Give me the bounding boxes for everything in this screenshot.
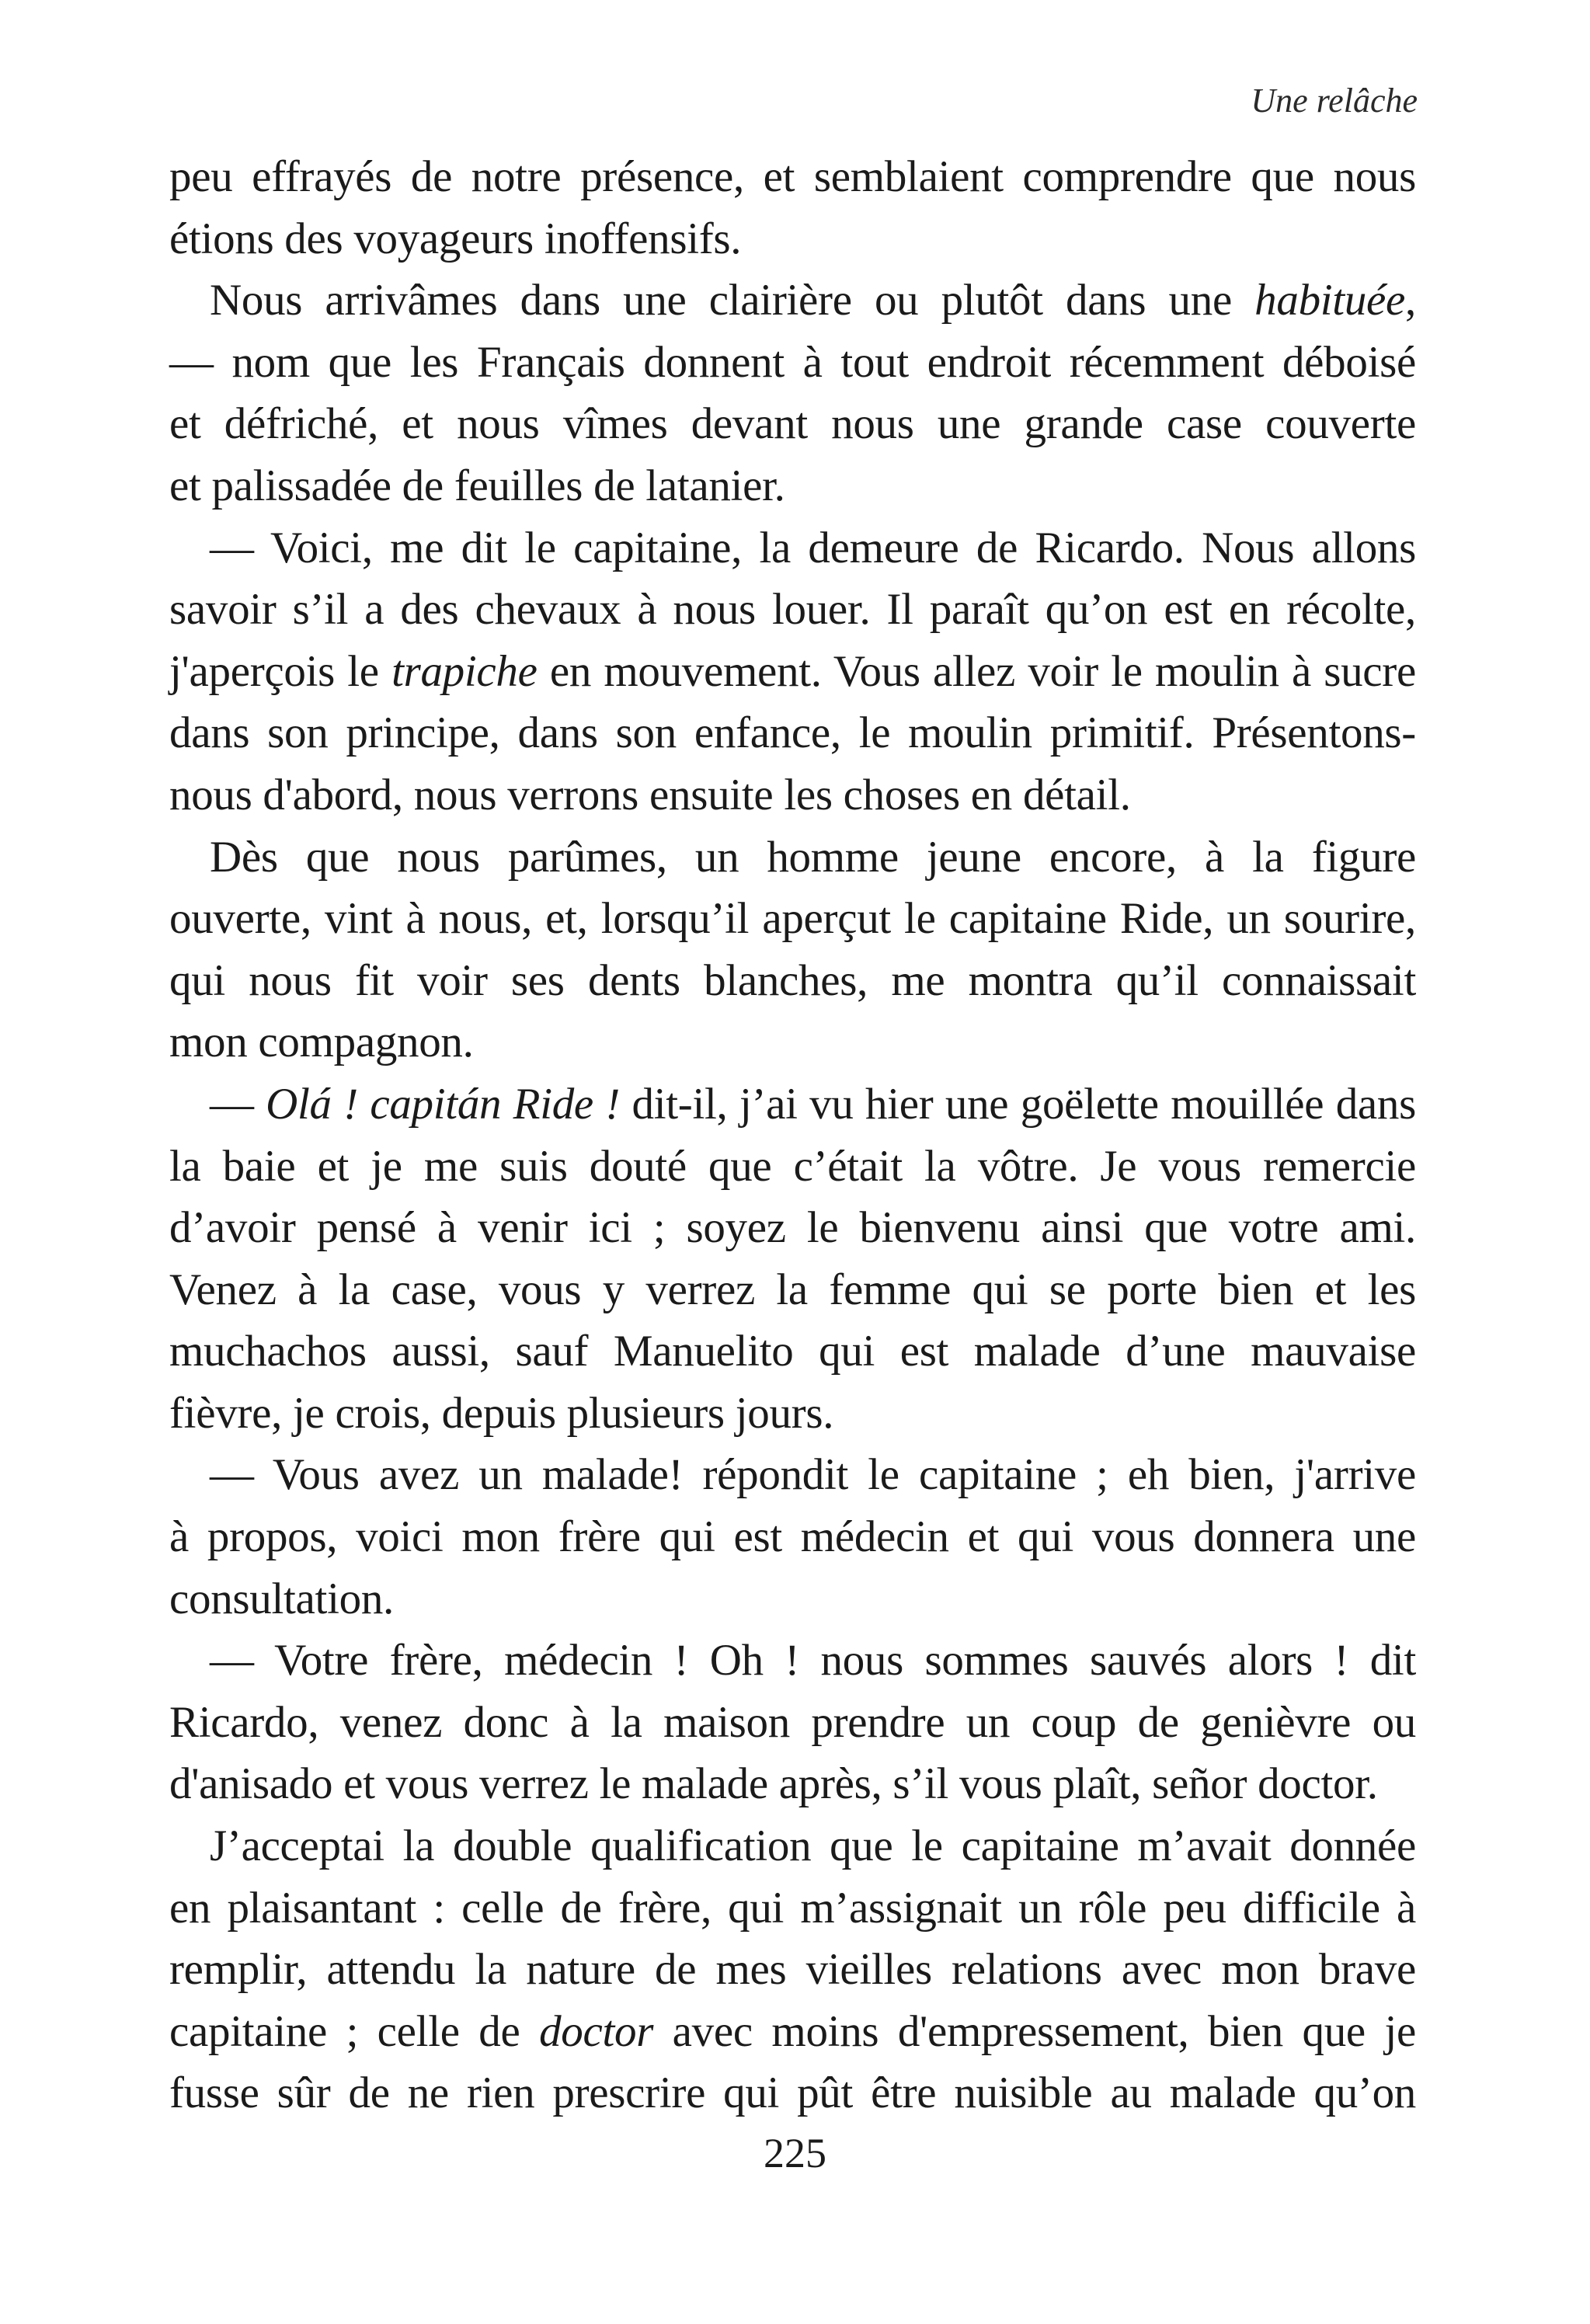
text-segment: remplir, attendu la nature de mes vieilles relations avec mon brave	[169, 1945, 1416, 1995]
text-segment: Ricardo, venez donc à la maison prendre un coup de genièvre ou	[169, 1697, 1416, 1747]
text-segment: en plaisantant : celle de frère, qui m’assignait un rôle peu difficile à	[169, 1883, 1416, 1933]
text-segment: dit-il, j’ai vu hier une goëlette mouillée dans	[620, 1079, 1416, 1129]
body-text	[169, 146, 1416, 2124]
text-segment: — Voici, me dit le capitaine, la demeure de Ricardo. Nous allons	[210, 523, 1416, 572]
text-line	[169, 1320, 1416, 1383]
text-line	[169, 1630, 1416, 1692]
text-line	[169, 208, 1416, 270]
text-line	[169, 1692, 1416, 1754]
text-line	[169, 1444, 1416, 1506]
text-line	[169, 1136, 1416, 1198]
text-segment: d’avoir pensé à venir ici ; soyez le bienvenu ainsi que votre ami.	[169, 1203, 1416, 1253]
text-segment: à propos, voici mon frère qui est médecin et qui vous donnera une	[169, 1512, 1416, 1562]
text-line	[169, 888, 1416, 950]
italic-text: habituée	[1254, 276, 1406, 325]
text-line	[169, 270, 1416, 332]
text-line	[169, 826, 1416, 889]
text-line	[169, 2062, 1416, 2124]
text-segment: d'anisado et vous verrez le malade après, s’il vous plaît, señor doctor.	[169, 1759, 1378, 1809]
text-line	[169, 1939, 1416, 2001]
text-line	[169, 2001, 1416, 2063]
text-segment: — Vous avez un malade! répondit le capitaine ; eh bien, j'arrive	[210, 1450, 1416, 1500]
text-line	[169, 1568, 1416, 1630]
text-segment: Venez à la case, vous y verrez la femme qui se porte bien et les	[169, 1265, 1416, 1314]
running-head: Une relâche	[1251, 82, 1418, 120]
text-line	[169, 1073, 1416, 1136]
text-line	[169, 146, 1416, 208]
italic-text: Olá ! capitán Ride !	[266, 1079, 621, 1129]
text-segment: — nom que les Français donnent à tout endroit récemment déboisé	[169, 337, 1416, 387]
text-segment: J’acceptai la double qualification que le capitaine m’avait donnée	[210, 1821, 1416, 1871]
text-segment: fièvre, je crois, depuis plusieurs jours.	[169, 1388, 834, 1438]
italic-text: doctor	[539, 2006, 654, 2056]
text-line	[169, 641, 1416, 703]
text-segment: en mouvement. Vous allez voir le moulin à sucre	[537, 646, 1416, 696]
text-line	[169, 1877, 1416, 1940]
text-segment: j'aperçois le	[169, 646, 392, 696]
text-line	[169, 950, 1416, 1012]
text-segment: qui nous fit voir ses dents blanches, me montra qu’il connaissait	[169, 955, 1416, 1005]
text-segment: —	[210, 1079, 266, 1129]
text-segment: et défriché, et nous vîmes devant nous une grande case couverte	[169, 399, 1416, 449]
text-line	[169, 764, 1416, 826]
text-segment: et palissadée de feuilles de latanier.	[169, 461, 785, 510]
text-line	[169, 1506, 1416, 1568]
text-segment: nous d'abord, nous verrons ensuite les choses en détail.	[169, 770, 1131, 819]
text-segment: Dès que nous parûmes, un homme jeune encore, à la figure	[210, 832, 1416, 882]
text-line	[169, 1753, 1416, 1815]
text-line	[169, 1259, 1416, 1321]
text-line	[169, 393, 1416, 455]
text-segment: ouverte, vint à nous, et, lorsqu’il aperçut le capitaine Ride, un sourire,	[169, 894, 1416, 944]
text-line	[169, 1383, 1416, 1445]
text-segment: avec moins d'empressement, bien que je	[653, 2006, 1416, 2056]
text-segment: Nous arrivâmes dans une clairière ou plutôt dans une	[210, 276, 1255, 325]
text-line	[169, 702, 1416, 764]
text-line	[169, 579, 1416, 641]
text-segment: mon compagnon.	[169, 1018, 474, 1067]
text-line	[169, 455, 1416, 517]
text-segment: consultation.	[169, 1574, 394, 1623]
page-number: 225	[764, 2130, 826, 2176]
text-segment: ,	[1405, 276, 1416, 325]
text-line	[169, 517, 1416, 579]
text-segment: muchachos aussi, sauf Manuelito qui est malade d’une mauvaise	[169, 1327, 1416, 1376]
text-segment: capitaine ; celle de	[169, 2006, 540, 2056]
text-segment: étions des voyageurs inoffensifs.	[169, 214, 742, 263]
text-line	[169, 1815, 1416, 1877]
text-line	[169, 1197, 1416, 1259]
text-segment: dans son principe, dans son enfance, le moulin primitif. Présentons-	[169, 708, 1416, 758]
text-line	[169, 1011, 1416, 1073]
text-line	[169, 332, 1416, 394]
text-segment: peu effrayés de notre présence, et semblaient comprendre que nous	[169, 152, 1416, 201]
text-segment: la baie et je me suis douté que c’était la vôtre. Je vous remercie	[169, 1141, 1416, 1191]
text-segment: — Votre frère, médecin ! Oh ! nous sommes sauvés alors ! dit	[210, 1636, 1416, 1686]
text-segment: savoir s’il a des chevaux à nous louer. Il paraît qu’on est en récolte,	[169, 585, 1416, 635]
text-segment: fusse sûr de ne rien prescrire qui pût être nuisible au malade qu’on	[169, 2068, 1416, 2118]
italic-text: trapiche	[391, 646, 538, 696]
